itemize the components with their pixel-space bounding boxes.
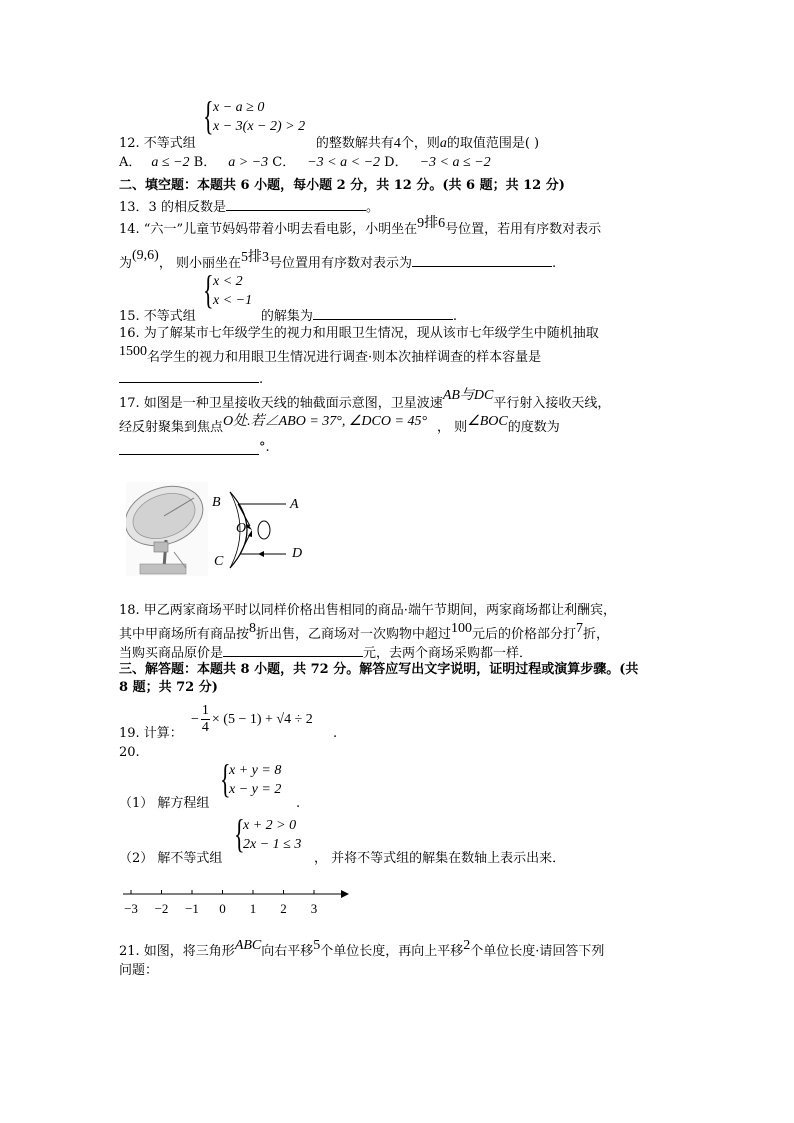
q17-end: °.: [259, 440, 270, 455]
q12-sys-line2: x − 3(x − 2) > 2: [213, 119, 306, 134]
q15-end: .: [452, 309, 457, 324]
q20-p1-sys2: x − y = 2: [229, 782, 282, 797]
q12-suffix: 的取值范围是( ): [446, 136, 540, 151]
q19-end: .: [333, 726, 338, 741]
q12-system: [213, 98, 305, 136]
q14-line2c: 号位置用有序数对表示为: [268, 256, 412, 271]
q17-line2b: ， 则: [437, 420, 468, 435]
q15-prefix: 15. 不等式组: [119, 309, 196, 324]
q15-suffix: 的解集为: [260, 309, 313, 324]
q14-blank: [412, 253, 552, 267]
q12-optD-label: D．: [384, 155, 408, 170]
satellite-dish-photo: [126, 482, 211, 576]
q20-p2: （2） 解不等式组: [119, 851, 223, 866]
fig-label-A: A: [290, 497, 299, 512]
q18-line3a: 当购买商品原价是: [119, 646, 224, 661]
q16-num: 1500: [119, 344, 147, 359]
q19-expr: × (5 − 1) + √4 ÷ 2: [211, 711, 313, 727]
number-line-tick-label: −2: [154, 901, 169, 916]
q16-line2-text: 名学生的视力和用眼卫生情况进行调查·则本次抽样调查的样本容量是: [147, 350, 542, 365]
q19-numerator: 1: [201, 703, 209, 718]
section3-line2: 8 题；共 72 分): [119, 680, 218, 695]
number-line-tick-label: −3: [124, 901, 138, 916]
q17-line2c: 的度数为: [507, 420, 560, 435]
q16-line3: [119, 369, 263, 388]
q16-line1: 16. 为了解某市七年级学生的视力和用眼卫生情况，现从该市七年级学生中随机抽取: [119, 326, 599, 341]
q20-p2-suffix: ， 并将不等式组的解集在数轴上表示出来．: [314, 851, 566, 866]
q18-n7: 7: [576, 621, 584, 636]
section2-heading: 二、填空题：本题共 6 小题，每小题 2 分，共 12 分。(共 6 题；共 12 分): [119, 178, 565, 193]
q12-optA: a ≤ −2: [151, 155, 190, 170]
q18-line3: [119, 643, 532, 662]
q14-seat2: 5排3: [240, 250, 269, 265]
q12-mid: 的整数解共有: [315, 136, 394, 151]
q18-n100: 100: [451, 621, 473, 636]
q12-stem: [119, 136, 539, 152]
ray-CO: [240, 534, 250, 554]
q15-brace: {: [203, 267, 214, 312]
q18-n8: 8: [249, 621, 257, 636]
number-line-tick-label: 3: [310, 901, 318, 916]
q16-line2: [119, 344, 542, 366]
q16-end: .: [259, 372, 264, 387]
q18-line1: 18. 甲乙两家商场平时以同样价格出售相同的商品·端午节期间，两家商场都让利酬宾，: [119, 603, 616, 618]
q18-line2a: 其中甲商场所有商品按: [119, 627, 250, 642]
q12-num: 4: [393, 136, 401, 151]
q12-optC: −3 < a < −2: [307, 155, 381, 170]
q12-optC-label: C．: [272, 155, 296, 170]
q21-n5: 5: [313, 938, 321, 953]
q18-line2d: 折，: [583, 627, 610, 642]
q18-blank: [223, 643, 363, 657]
q20-p1: （1） 解方程组: [119, 796, 210, 811]
q21-n2: 2: [463, 938, 471, 953]
q14-line1b: 号位置，若用有序数对表示: [445, 222, 602, 237]
fig-label-D: D: [292, 546, 303, 561]
q15-blank: [313, 306, 453, 320]
q12-options: [119, 155, 491, 171]
q17-line2: [119, 414, 560, 436]
q12-prefix: 12. 不等式组: [119, 136, 196, 151]
q20-p2-system: [243, 816, 301, 854]
q21-line1a: 21. 如图，将三角形: [119, 944, 235, 959]
q14-line1a: 14. “六一”儿童节妈妈带着小明去看电影，小明坐在: [119, 222, 418, 237]
q20-p1-sys1: x + y = 8: [229, 763, 282, 778]
q18-line2b: 折出售，乙商场对一次购物中超过: [256, 627, 452, 642]
q17-cond: O处.若∠ABO = 37°, ∠DCO = 45°: [223, 414, 428, 429]
q21-triangle: ABC: [234, 938, 262, 953]
q18-line2c: 元后的价格部分打: [472, 627, 577, 642]
q13: [119, 197, 379, 216]
q20-label: 20.: [119, 745, 140, 760]
q12-brace: {: [203, 93, 214, 138]
q17-line1b: 平行射入接收天线，: [493, 396, 611, 411]
q13-end: 。: [365, 200, 379, 215]
q15-system: [213, 272, 252, 310]
q14-line2: [119, 248, 557, 272]
q21-line1: [119, 938, 605, 960]
number-line-arrow: [341, 890, 349, 898]
q13-text: 13．3 的相反数是: [119, 200, 226, 215]
q17-line1a: 17. 如图是一种卫星接收天线的轴截面示意图，卫星波速: [119, 396, 443, 411]
q14-line2b: ， 则小丽坐在: [158, 256, 241, 271]
q17-line2a: 经反射聚集到焦点: [119, 420, 224, 435]
q14-line2a: 为: [119, 256, 133, 271]
q21-line2: 问题：: [119, 963, 159, 978]
q20-p1-system: [229, 761, 281, 799]
q21-line1d: 个单位长度·请回答下列: [470, 944, 605, 959]
q17-par: AB与DC: [442, 388, 494, 403]
q16-blank: [119, 369, 259, 383]
q14-end: .: [552, 256, 557, 271]
section3-line1: 三、解答题：本题共 8 小题，共 72 分。解答应写出文字说明，证明过程或演算步骤。(共: [119, 662, 639, 677]
q13-blank: [226, 197, 366, 211]
q12-optA-label: A．: [119, 155, 142, 170]
receiver: [258, 521, 270, 539]
fig-label-C: C: [214, 554, 224, 569]
q18-line3b: 元，去两个商场采购都一样．: [363, 646, 533, 661]
number-line-tick-label: 0: [219, 901, 226, 916]
q21-line1c: 个单位长度，再向上平移: [320, 944, 464, 959]
q14-seat1: 9排6: [417, 216, 446, 231]
q15-sys-line2: x < −1: [213, 293, 253, 308]
q20-p1-brace: {: [220, 756, 231, 801]
q12-optD: −3 < a ≤ −2: [419, 155, 491, 170]
q12-mid2: 个，则: [400, 136, 440, 151]
q18-line2: [119, 621, 610, 643]
q17-line3: [119, 441, 270, 460]
number-line-tick-label: 1: [249, 901, 257, 916]
q17-blank: [119, 441, 259, 455]
q20-p1-end: .: [296, 796, 301, 811]
q17-angle: ∠BOC: [467, 414, 508, 429]
q19-expression: − $\frac{1}{4}$ × (5 − 1) + √4 ÷ 2: [191, 703, 313, 735]
q21-line1b: 向右平移: [261, 944, 314, 959]
q17-line1: [119, 388, 611, 412]
q20-p2-brace: {: [234, 811, 245, 856]
q12-var: a: [439, 136, 447, 151]
q12-optB: a > −3: [228, 155, 269, 170]
q12-sys-line1: x − a ≥ 0: [213, 100, 265, 115]
q15-sys-line1: x < 2: [213, 274, 243, 289]
q14-line1: [119, 216, 602, 238]
q12-optB-label: B．: [193, 155, 217, 170]
number-line: [119, 882, 359, 922]
number-line-tick-label: −1: [185, 901, 199, 916]
q14-pair: (9,6): [132, 248, 159, 263]
q19-prefix: 19. 计算：: [119, 726, 183, 741]
q19-denominator: 4: [201, 720, 209, 735]
q19-fraction: [201, 703, 210, 736]
fig-label-B: B: [212, 495, 221, 510]
number-line-tick-label: 2: [280, 901, 287, 916]
fig-label-O: O: [236, 521, 247, 536]
q20-p2-sys1: x + 2 > 0: [243, 818, 297, 833]
q20-p2-sys2: 2x − 1 ≤ 3: [243, 837, 302, 852]
q15-stem: [119, 306, 457, 325]
